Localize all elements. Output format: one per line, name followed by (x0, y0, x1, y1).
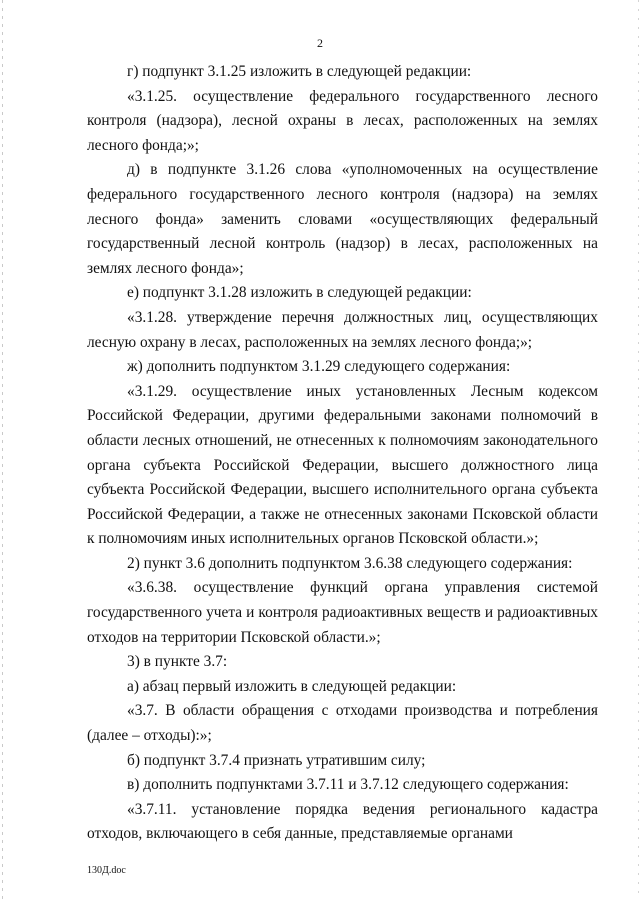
paragraph: 2) пункт 3.6 дополнить подпунктом 3.6.38 следующего содержания: (127, 554, 573, 572)
paragraph: 3) в пункте 3.7: (127, 653, 228, 671)
scan-edge-left (2, 0, 3, 899)
paragraph: д) в подпункте 3.1.26 слова «уполномоченных на осуществление федерального государственного лесного контроля (надзора) на землях лесного фонда» заменить словами «осуществляющих федеральный государственный лесной контроль (надзор) в лесах, расположенных на землях лесного фонда»; (87, 161, 598, 277)
paragraph: «3.1.25. осуществление федерального государственного лесного контроля (надзора), лесной охраны в лесах, расположенных на землях лесного фонда;»; (87, 87, 598, 154)
footer-file-name: 130Д.doc (87, 865, 126, 876)
paragraph: «3.1.29. осуществление иных установленных Лесным кодексом Российской Федерации, другими федеральными законами полномочий в области лесных отношений, не отнесенных к полномочиям законодательного органа субъекта Российской Федерации, высшего должностного лица субъекта Российской Федерации, высшего исполнительного органа субъекта Российской Федерации, а также не отнесенных законами Псковской области к полномочиям иных исполнительных органов Псковской области.»; (87, 382, 598, 548)
paragraph: е) подпункт 3.1.28 изложить в следующей редакции: (127, 284, 472, 302)
page-number: 2 (317, 36, 323, 50)
paragraph: б) подпункт 3.7.4 признать утратившим силу; (127, 751, 426, 769)
paragraph: ж) дополнить подпунктом 3.1.29 следующего содержания: (127, 358, 511, 376)
document-body (87, 60, 598, 847)
paragraph: «3.7. В области обращения с отходами производства и потребления (далее – отходы):»; (87, 702, 598, 745)
paragraph: а) абзац первый изложить в следующей редакции: (127, 677, 457, 695)
paragraph: «3.7.11. установление порядка ведения регионального кадастра отходов, включающего в себя данные, представляемые органами (87, 800, 598, 843)
scan-edge-right (638, 0, 639, 899)
paragraph: г) подпункт 3.1.25 изложить в следующей редакции: (127, 63, 472, 80)
paragraph: «3.1.28. утверждение перечня должностных лиц, осуществляющих лесную охрану в лесах, расположенных на землях лесного фонда;»; (87, 308, 598, 351)
paragraph: «3.6.38. осуществление функций органа управления системой государственного учета и контроля радиоактивных веществ и радиоактивных отходов на территории Псковской области.»; (87, 579, 598, 646)
paragraph: в) дополнить подпунктами 3.7.11 и 3.7.12 следующего содержания: (127, 776, 569, 794)
